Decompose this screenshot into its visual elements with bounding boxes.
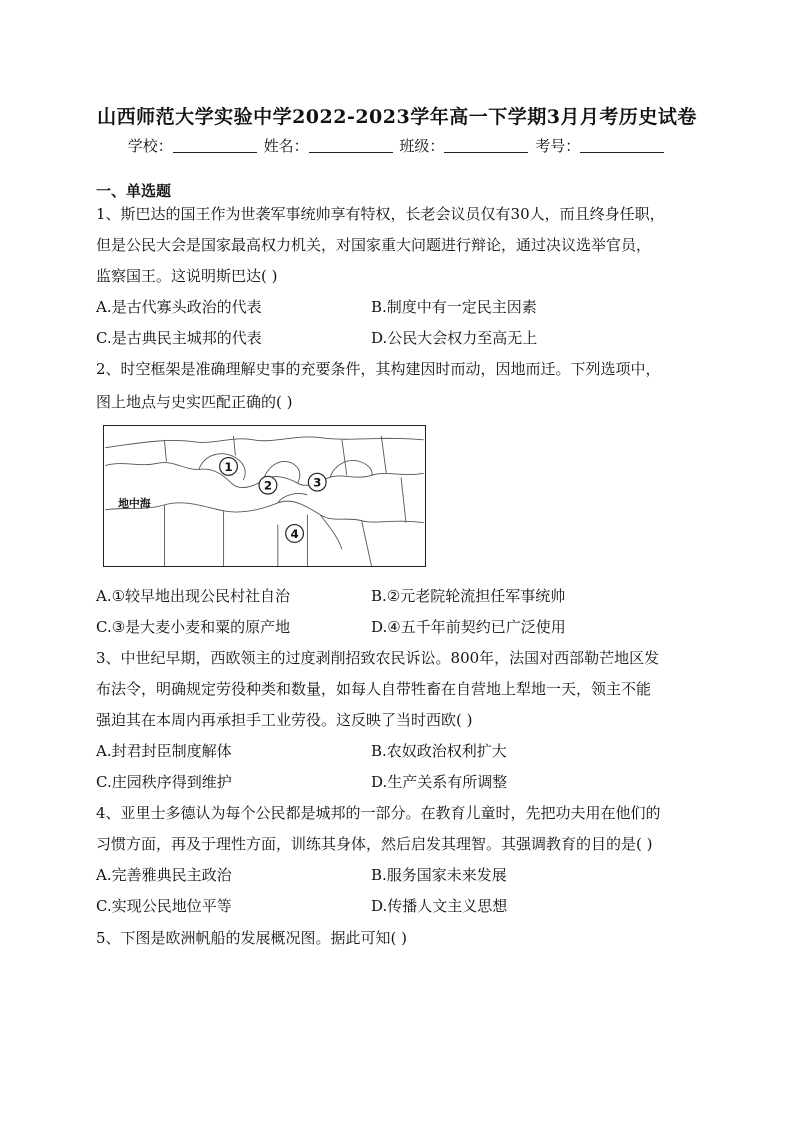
map-marker-4: 4 <box>290 526 299 541</box>
q1-option-d[interactable]: D.公民大会权力至高无上 <box>371 329 538 347</box>
q2-line-2: 图上地点与史实匹配正确的( ) <box>96 393 293 411</box>
q4-option-b[interactable]: B.服务国家未来发展 <box>371 866 507 884</box>
name-blank[interactable] <box>309 138 393 153</box>
section-heading: 一、单选题 <box>96 182 172 200</box>
map-drawing <box>104 426 425 566</box>
q5-line-1: 5、下图是欧洲帆船的发展概况图。据此可知( ) <box>96 929 408 947</box>
q2-line-1: 2、时空框架是准确理解史事的充要条件，其构建因时而动，因地而迁。下列选项中， <box>96 360 661 378</box>
q1-line-2: 但是公民大会是国家最高权力机关，对国家重大问题进行辩论，通过决议选举官员， <box>96 236 652 254</box>
q3-line-1: 3、中世纪早期，西欧领主的过度剥削招致农民诉讼。800年，法国对西部勒芒地区发 <box>96 649 660 667</box>
q1-option-c[interactable]: C.是古典民主城邦的代表 <box>96 329 262 347</box>
q2-option-d[interactable]: D.④五千年前契约已广泛使用 <box>371 618 566 636</box>
mediterranean-map <box>103 425 426 567</box>
q1-line-3: 监察国王。这说明斯巴达( ) <box>96 267 278 285</box>
q3-option-c[interactable]: C.庄园秩序得到维护 <box>96 773 232 791</box>
school-blank[interactable] <box>173 138 257 153</box>
q4-option-c[interactable]: C.实现公民地位平等 <box>96 897 232 915</box>
q1-option-a[interactable]: A.是古代寡头政治的代表 <box>96 298 262 316</box>
q4-option-a[interactable]: A.完善雅典民主政治 <box>96 866 232 884</box>
map-marker-1: 1 <box>224 459 233 474</box>
number-label: 考号： <box>535 137 581 155</box>
q4-line-1: 4、亚里士多德认为每个公民都是城邦的一部分。在教育儿童时，先把功夫用在他们的 <box>96 804 661 822</box>
q4-option-d[interactable]: D.传播人文主义思想 <box>371 897 508 915</box>
student-info-line <box>0 135 794 156</box>
number-blank[interactable] <box>580 138 664 153</box>
q2-option-b[interactable]: B.②元老院轮流担任军事统帅 <box>371 587 566 605</box>
q3-option-b[interactable]: B.农奴政治权利扩大 <box>371 742 507 760</box>
class-label: 班级： <box>399 137 445 155</box>
school-label: 学校： <box>127 137 173 155</box>
q4-line-2: 习惯方面，再及于理性方面，训练其身体，然后启发其理智。其强调教育的目的是( ) <box>96 835 653 853</box>
name-label: 姓名： <box>263 137 309 155</box>
q1-option-b[interactable]: B.制度中有一定民主因素 <box>371 298 537 316</box>
q2-option-a[interactable]: A.①较早地出现公民村社自治 <box>96 587 291 605</box>
q3-line-2: 布法令，明确规定劳役种类和数量，如每人自带牲畜在自营地上犁地一天，领主不能 <box>96 680 652 698</box>
q2-option-c[interactable]: C.③是大麦小麦和粟的原产地 <box>96 618 291 636</box>
q3-option-a[interactable]: A.封君封臣制度解体 <box>96 742 232 760</box>
class-blank[interactable] <box>444 138 528 153</box>
q3-line-3: 强迫其在本周内再承担手工业劳役。这反映了当时西欧( ) <box>96 711 473 729</box>
q1-line-1: 1、斯巴达的国王作为世袭军事统帅享有特权，长老会议员仅有30人，而且终身任职， <box>96 205 665 223</box>
q3-option-d[interactable]: D.生产关系有所调整 <box>371 773 508 791</box>
exam-title: 山西师范大学实验中学2022-2023学年高一下学期3月月考历史试卷 <box>97 106 697 128</box>
map-marker-2: 2 <box>263 478 273 493</box>
map-sea-label: 地中海 <box>118 496 151 510</box>
map-marker-3: 3 <box>313 475 322 490</box>
